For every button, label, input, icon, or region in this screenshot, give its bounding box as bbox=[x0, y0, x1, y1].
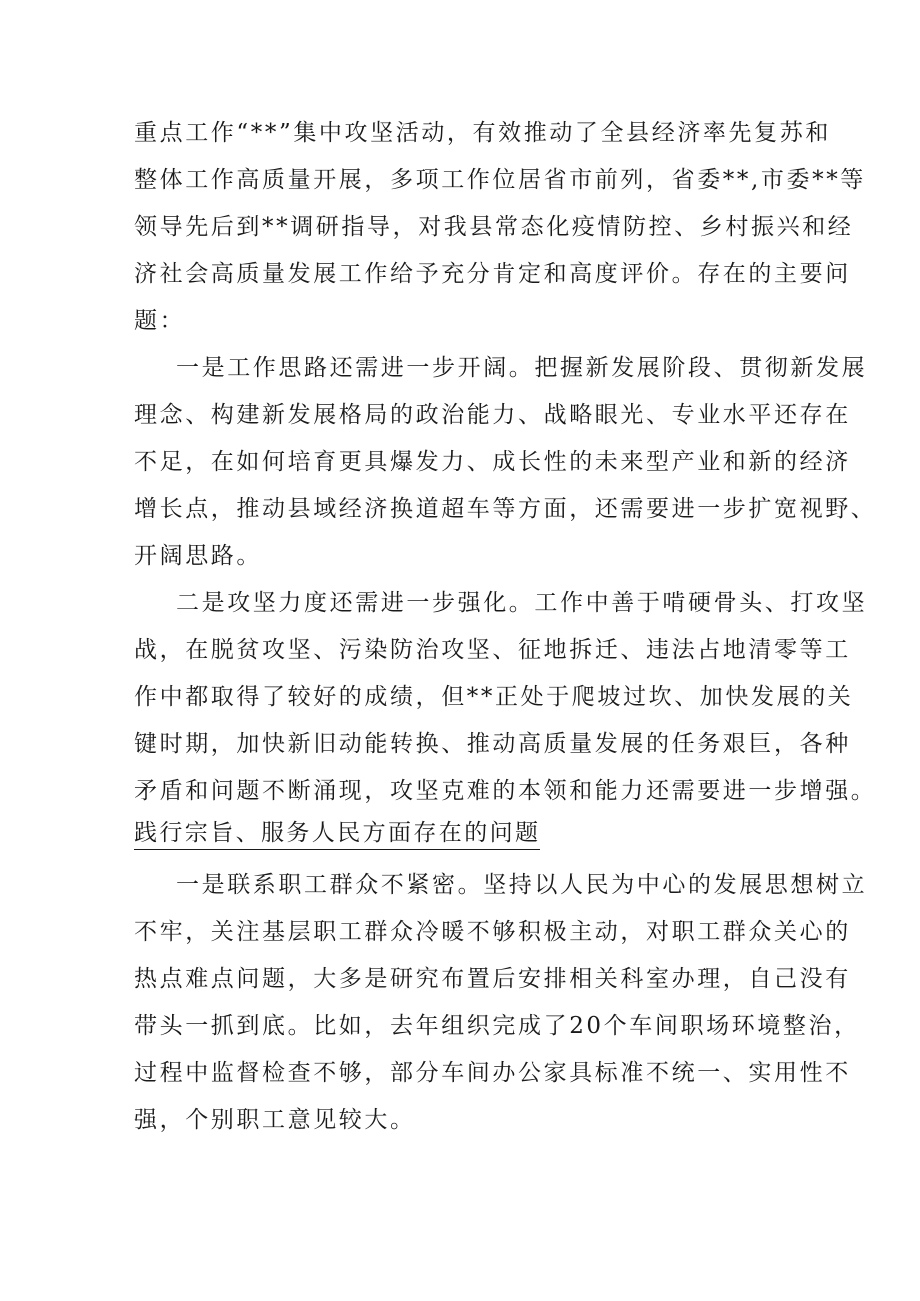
paragraph-line: 不牢，关注基层职工群众冷暖不够积极主动，对职工群众关心的 bbox=[134, 919, 851, 945]
paragraph-line: 战，在脱贫攻坚、污染防治攻坚、征地拆迁、违法占地清零等工 bbox=[134, 637, 851, 663]
paragraph-line: 一是联系职工群众不紧密。坚持以人民为中心的发展思想树立 bbox=[176, 872, 868, 898]
paragraph-line: 键时期，加快新旧动能转换、推动高质量发展的任务艰巨，各种 bbox=[134, 731, 851, 757]
section-heading-row bbox=[134, 815, 794, 862]
paragraph-line: 增长点，推动县域经济换道超车等方面，还需要进一步扩宽视野、 bbox=[134, 496, 877, 522]
paragraph-line: 开阔思路。 bbox=[134, 543, 262, 569]
paragraph-3 bbox=[134, 580, 877, 815]
paragraph-line: 不足，在如何培育更具爆发力、成长性的未来型产业和新的经济 bbox=[134, 449, 851, 475]
paragraph-line: 一是工作思路还需进一步开阔。把握新发展阶段、贯彻新发展 bbox=[176, 355, 868, 381]
paragraph-line: 带头一抓到底。比如，去年组织完成了20个车间职场环境整治， bbox=[134, 1013, 860, 1039]
document-body bbox=[134, 110, 877, 1144]
paragraph-line: 过程中监督检查不够，部分车间办公家具标准不统一、实用性不 bbox=[134, 1060, 851, 1086]
paragraph-1 bbox=[134, 110, 866, 345]
paragraph-2 bbox=[134, 345, 877, 580]
paragraph-line: 济社会高质量发展工作给予充分肯定和高度评价。存在的主要问 bbox=[134, 261, 851, 287]
section-heading: 践行宗旨、服务人民方面存在的问题 bbox=[134, 818, 540, 850]
paragraph-line: 理念、构建新发展格局的政治能力、战略眼光、专业水平还存在 bbox=[134, 402, 851, 428]
paragraph-4 bbox=[134, 862, 868, 1144]
paragraph-line: 整体工作高质量开展，多项工作位居省市前列，省委**,市委**等 bbox=[134, 167, 866, 193]
paragraph-line: 矛盾和问题不断涌现，攻坚克难的本领和能力还需要进一步增强。 bbox=[134, 778, 877, 804]
paragraph-line: 二是攻坚力度还需进一步强化。工作中善于啃硬骨头、打攻坚 bbox=[176, 590, 868, 616]
paragraph-line: 作中都取得了较好的成绩，但**正处于爬坡过坎、加快发展的关 bbox=[134, 684, 854, 710]
paragraph-line: 领导先后到**调研指导，对我县常态化疫情防控、乡村振兴和经 bbox=[134, 214, 854, 240]
paragraph-line: 重点工作“**”集中攻坚活动，有效推动了全县经济率先复苏和 bbox=[134, 120, 831, 146]
paragraph-line: 强，个别职工意见较大。 bbox=[134, 1107, 416, 1133]
paragraph-line: 题： bbox=[134, 308, 186, 334]
paragraph-line: 热点难点问题，大多是研究布置后安排相关科室办理，自己没有 bbox=[134, 966, 851, 992]
